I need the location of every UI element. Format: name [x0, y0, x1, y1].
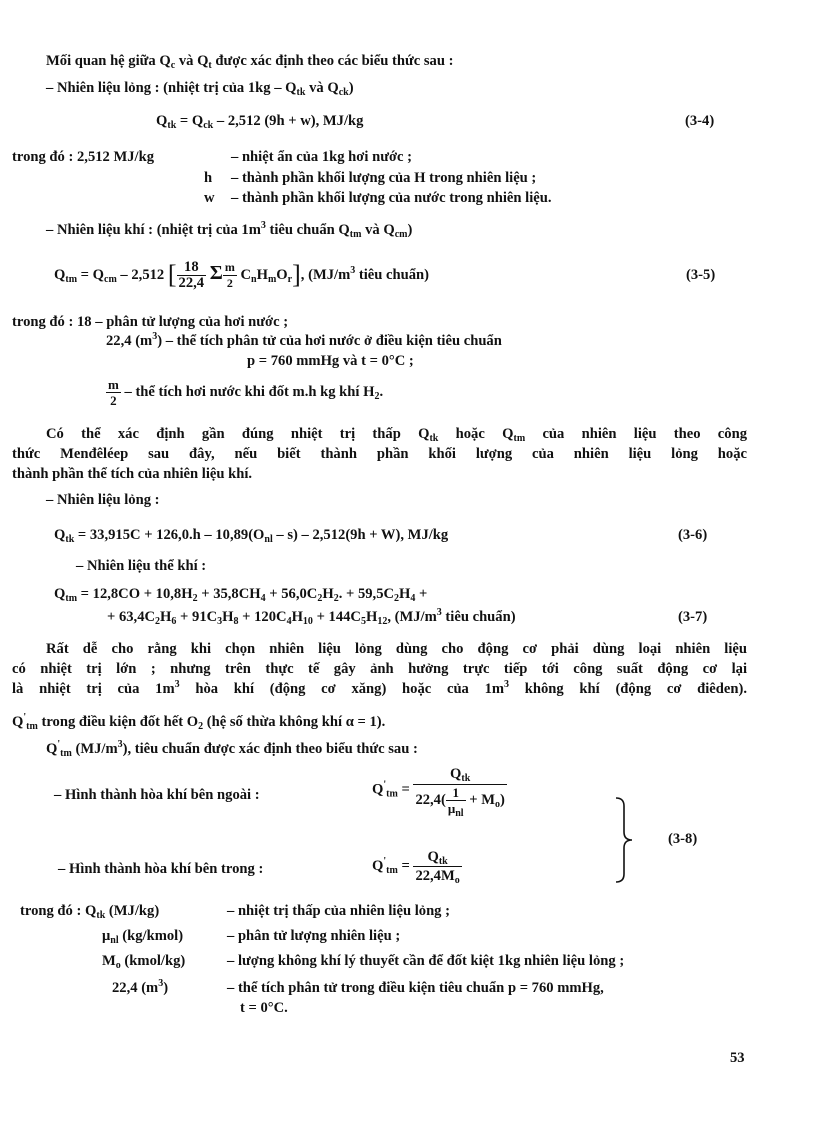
right-bracket: ] — [292, 259, 301, 289]
para3-line: $Q'_{tm}$ trong điều kiện đốt hết $O_2$ (hệ số thừa không khí α = 1). — [12, 712, 386, 732]
gas2-heading: – Nhiên liệu thể khí : — [76, 558, 207, 574]
page-number: 53 — [730, 1050, 745, 1066]
para2-line-3: là nhiệt trị của $1m^3$ hòa khí (động cơ xăng) hoặc của $1m^3$ không khí (động cơ điêden). — [12, 679, 748, 697]
para2-line-1: Rất dễ cho rằng khi chọn nhiên liệu lỏng dùng cho động cơ phải dùng loại nhiên liệu — [46, 641, 747, 657]
equation-number-3-4: (3-4) — [685, 113, 715, 129]
fraction-m-2: $\frac{m}{2}$ — [224, 260, 235, 290]
where1-desc-2: – thành phần khối lượng của nước trong nhiên liệu. — [231, 190, 552, 206]
right-brace — [612, 796, 636, 884]
where1-label-1: h — [204, 170, 213, 186]
para1-line-1: Có thể xác định gần đúng nhiệt trị thấp $Q_{tk}$ hoặc $Q_{tm}$ của nhiên liệu theo công — [46, 426, 747, 444]
where3-desc-3: – thể tích phân tử trong điều kiện tiêu chuẩn p = 760 mmHg, — [227, 980, 604, 996]
where3-sym-3: 22,4 $(m^3)$ — [112, 978, 169, 996]
eq38-internal-formula: $Q'_{tm}$ = $\frac{Q_{tk}}{22,4M_o}$ — [372, 849, 460, 886]
para1-line-2: thức Menđêléep sau đây, nếu biết thành phần khối lượng của nhiên liệu lỏng hoặc — [12, 446, 747, 462]
para2-line-2: có nhiệt trị lớn ; nhưng trên thực tế gây ảnh hưởng trực tiếp tới công suất động cơ lại — [12, 661, 747, 677]
intro-line: Mối quan hệ giữa $Q_c$ và $Q_t$ được xác định theo các biểu thức sau : — [46, 53, 454, 71]
where1-desc-1: – thành phần khối lượng của H trong nhiên liệu ; — [231, 170, 537, 186]
equation-number-3-8: (3-8) — [668, 831, 698, 847]
equation-3-4: $Q_{tk} = Q_{ck} - 2,512$ (9h + w), MJ/kg — [156, 113, 364, 131]
equation-number-3-7: (3-7) — [678, 609, 708, 625]
para4-line: $Q'_{tm}$ $(MJ/m^3)$, tiêu chuẩn được xác định theo biểu thức sau : — [46, 739, 418, 759]
equation-3-5: $Q_{tm} = Q_{cm} - 2,512$ [ $\frac{18}{22,4}$ Σ $\frac{m}{2}$ $C_nH_mO_r$], ($MJ/m^3$ tiêu chuẩn) — [54, 259, 430, 291]
equation-number-3-6: (3-6) — [678, 527, 708, 543]
where3-sym-1: $\mu_{nl}$ (kg/kmol) — [102, 928, 184, 946]
where2-line-1: trong đó : 18 – phân tử lượng của hơi nước ; — [12, 314, 289, 330]
where3-desc-1: – phân tử lượng nhiên liệu ; — [227, 928, 401, 944]
where2-line-3: p = 760 mmHg và t = 0°C ; — [247, 353, 414, 369]
where1-label-2: w — [204, 190, 215, 206]
liquid2-heading: – Nhiên liệu lỏng : — [46, 492, 160, 508]
where3-sym-2: $M_o$ (kmol/kg) — [102, 953, 186, 971]
where3-desc-2: – lượng không khí lý thuyết cần để đốt kiệt 1kg nhiên liệu lỏng ; — [227, 953, 625, 969]
where3-desc-0: – nhiệt trị thấp của nhiên liệu lỏng ; — [227, 903, 450, 919]
eq38-internal-label: – Hình thành hòa khí bên trong : — [58, 861, 264, 877]
where1-desc-0: – nhiệt ẩn của 1kg hơi nước ; — [231, 149, 413, 165]
eq38-internal-fraction: $\frac{Q_{tk}}{22,4M_o}$ — [415, 849, 460, 886]
equation-3-7-line-1: $Q_{tm} = 12,8CO + 10,8H_2 + 35,8CH_4 + 56,0C_2H_2$. + $59,5C_2H_4$ + — [54, 586, 428, 604]
left-bracket: [ — [167, 259, 177, 289]
eq38-external-formula: $Q'_{tm}$ = $Q_{tk}$ 22,4( $\frac{1}{\mu_{nl}}$ + $M_o$) — [372, 766, 505, 819]
gas-heading: – Nhiên liệu khí : (nhiệt trị của $1m^3$ tiêu chuẩn $Q_{tm}$ và $Q_{cm}$) — [46, 220, 413, 240]
fraction-18-22-4: $\frac{18}{22,4}$ — [178, 259, 205, 291]
eq38-external-label: – Hình thành hòa khí bên ngoài : — [54, 787, 260, 803]
liquid-heading: – Nhiên liệu lỏng : (nhiệt trị của $1kg - Q_{tk}$ và $Q_{ck}$) — [46, 80, 354, 98]
where3-tail: t = 0°C. — [240, 1000, 288, 1016]
para1-line-3: thành phần thể tích của nhiên liệu khí. — [12, 466, 253, 482]
eq38-external-fraction: $Q_{tk}$ 22,4( $\frac{1}{\mu_{nl}}$ + $M_o$) — [415, 766, 505, 819]
where2-line-2: 22,4 $(m^3)$ – thể tích phân tử của hơi nước ở điều kiện tiêu chuẩn — [106, 331, 502, 349]
equation-3-7-line-2: + $63,4C_2H_6 + 91C_3H_8 + 120C_4H_{10} + 144C_5H_{12}$, ($MJ/m^3$ tiêu chuẩn) — [107, 607, 516, 627]
where1-label-0: trong đó : 2,512 MJ/kg — [12, 149, 155, 165]
where3-sym-0: trong đó : $Q_{tk}$ (MJ/kg) — [20, 903, 160, 921]
equation-number-3-5: (3-5) — [686, 267, 716, 283]
where2-line-4: $\frac{m}{2}$ – thể tích hơi nước khi đốt m.h kg khí $H_2$. — [108, 377, 384, 408]
equation-3-6: $Q_{tk} = 33,915C + 126,0.h - 10,89(O_{nl} - s) - 2,512(9h + W)$, MJ/kg — [54, 527, 449, 545]
